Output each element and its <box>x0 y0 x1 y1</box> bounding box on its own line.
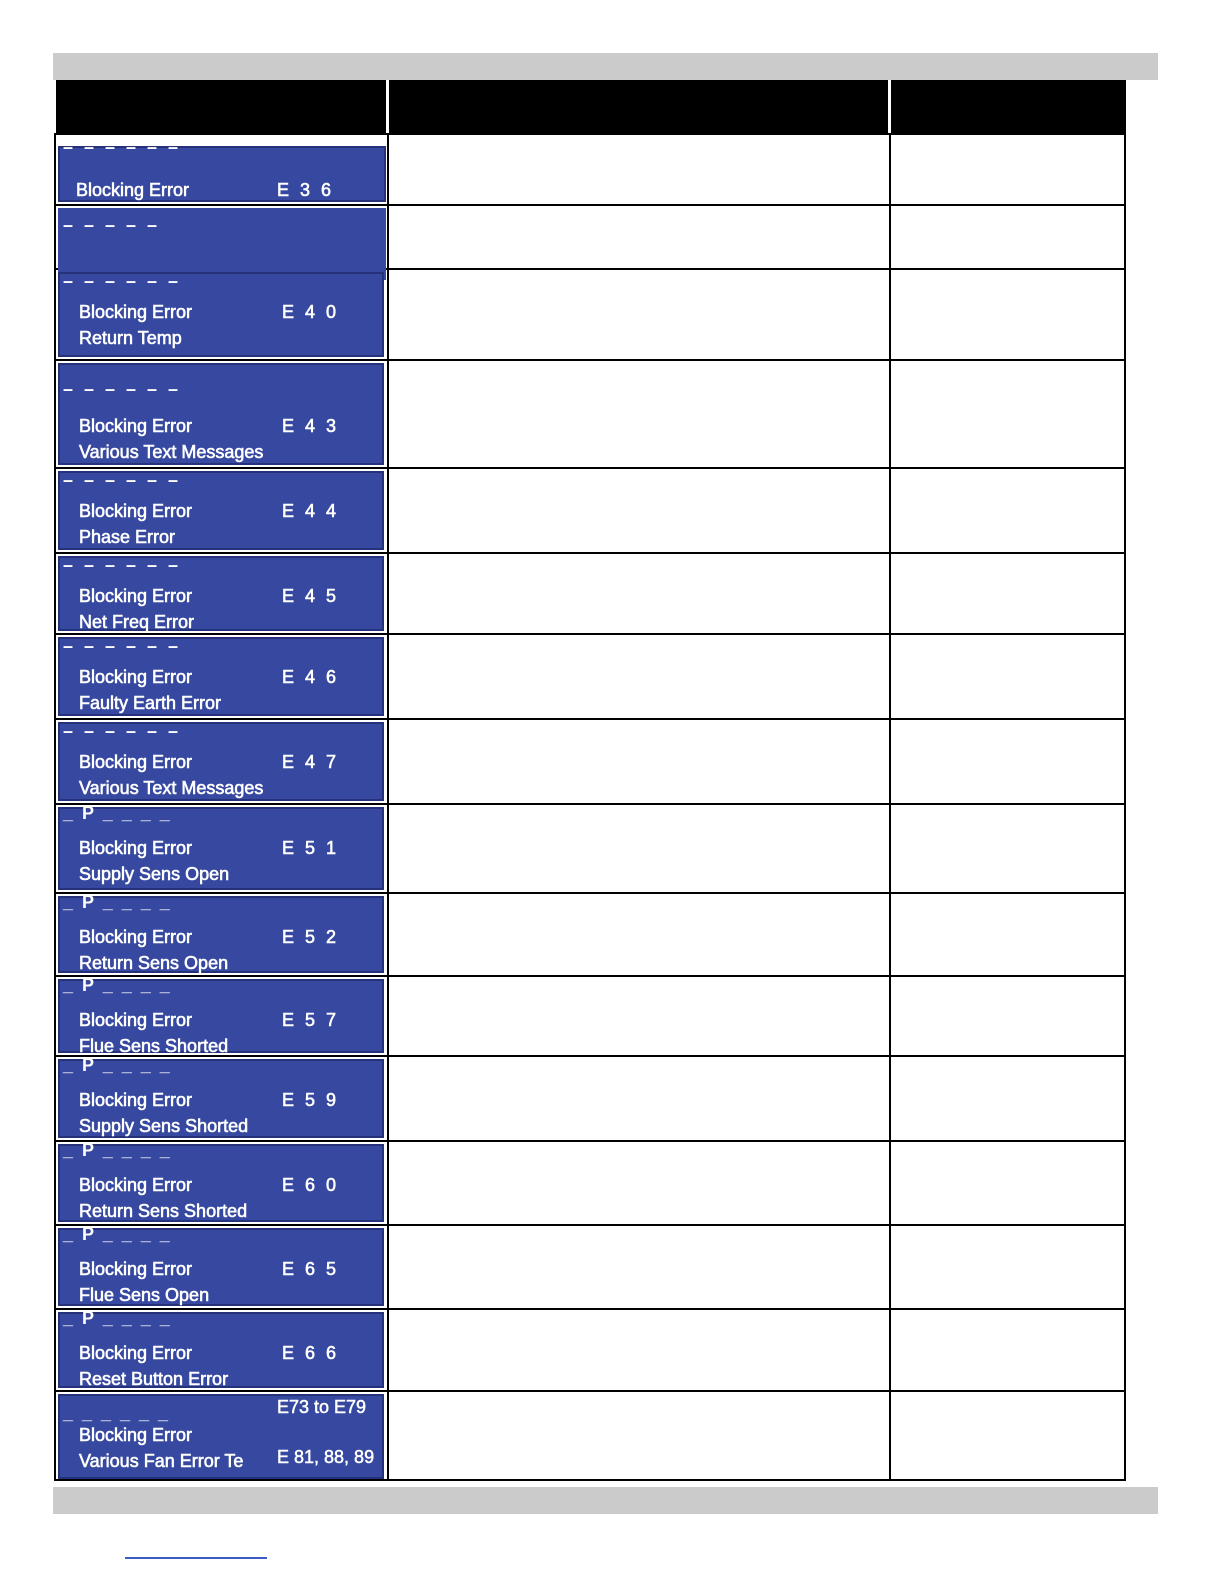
lcd-screen <box>58 1059 384 1138</box>
lcd-screen <box>58 146 386 202</box>
header-col-description <box>389 80 891 133</box>
lcd-screen <box>58 637 384 716</box>
display-error-message: Flue Sens Open <box>79 1285 210 1305</box>
display-error-message: Supply Sens Shorted <box>79 1116 249 1136</box>
display-error-type: Blocking Error <box>79 1090 193 1110</box>
remedy-cell <box>891 1310 1124 1390</box>
display-error-code: E 5 1 <box>282 838 340 858</box>
display-cell <box>56 554 389 633</box>
display-error-type: Blocking Error <box>79 1010 193 1030</box>
display-cell <box>56 1392 389 1481</box>
display-status-line: _ P _ _ _ _ <box>63 807 172 823</box>
description-cell <box>389 894 891 975</box>
display-error-message: Return Temp <box>79 328 182 348</box>
display-status-line: – – – – – – <box>63 722 182 741</box>
display-status-line: _ _ _ _ _ _ <box>63 1403 171 1423</box>
display-cell <box>56 469 389 552</box>
table-row <box>56 554 1124 635</box>
description-cell <box>389 1392 891 1481</box>
description-cell <box>389 1057 891 1140</box>
description-cell <box>389 270 891 359</box>
display-error-message: Net Freq Error <box>79 612 195 631</box>
display-status-line: _ P _ _ _ _ <box>63 979 172 995</box>
table-row <box>56 1310 1124 1392</box>
remedy-cell <box>891 805 1124 892</box>
remedy-cell <box>891 554 1124 633</box>
display-error-type: Blocking Error <box>79 416 193 436</box>
display-error-message: Faulty Earth Error <box>79 693 222 713</box>
display-error-code-secondary: E 81, 88, 89 <box>277 1447 375 1467</box>
table-row <box>56 1142 1124 1226</box>
description-cell <box>389 469 891 552</box>
table-row <box>56 206 1124 270</box>
display-error-message: Return Sens Open <box>79 953 229 973</box>
remedy-cell <box>891 977 1124 1055</box>
description-cell <box>389 1226 891 1308</box>
lcd-screen <box>58 807 384 890</box>
display-error-message: Reset Button Error <box>79 1369 229 1388</box>
table-row <box>56 1057 1124 1142</box>
display-status-line: – – – – – – <box>63 556 182 575</box>
description-cell <box>389 361 891 467</box>
lcd-screen <box>58 1228 384 1306</box>
remedy-cell <box>891 135 1124 204</box>
lcd-screen <box>58 896 384 973</box>
display-cell <box>56 1310 389 1390</box>
remedy-cell <box>891 1226 1124 1308</box>
display-status-line: _ P _ _ _ _ <box>63 1144 172 1160</box>
display-status-line: – – – – – – <box>63 146 182 157</box>
display-error-type: Blocking Error <box>76 180 190 200</box>
display-error-type: Blocking Error <box>79 1259 193 1279</box>
lcd-screen <box>58 363 384 465</box>
header-band <box>53 53 1158 80</box>
display-cell <box>56 894 389 975</box>
display-error-type: Blocking Error <box>79 1343 193 1363</box>
display-cell <box>56 206 389 268</box>
display-error-code: E 6 5 <box>282 1259 340 1279</box>
table-header <box>56 80 1126 133</box>
display-error-code: E 4 6 <box>282 667 340 687</box>
display-error-code: E 6 0 <box>282 1175 340 1195</box>
error-code-table <box>54 133 1126 1481</box>
display-error-code: E 5 2 <box>282 927 340 947</box>
display-error-code: E 5 7 <box>282 1010 340 1030</box>
display-status-line: – – – – – – <box>63 379 182 399</box>
display-error-message: Flue Sens Shorted <box>79 1036 229 1053</box>
lcd-screen <box>58 1394 384 1479</box>
display-error-message: Various Text Messages <box>79 778 264 798</box>
footer-link-underline[interactable] <box>125 1557 267 1559</box>
display-error-type: Blocking Error <box>79 927 193 947</box>
footer-band <box>53 1487 1158 1514</box>
table-row <box>56 361 1124 469</box>
lcd-screen <box>58 556 384 631</box>
display-error-type: Blocking Error <box>79 302 193 322</box>
display-error-message: Various Fan Error Te <box>79 1451 244 1471</box>
display-cell <box>56 1226 389 1308</box>
display-cell <box>56 270 389 359</box>
display-cell <box>56 635 389 718</box>
description-cell <box>389 805 891 892</box>
display-error-type: Blocking Error <box>79 586 193 606</box>
display-error-type: Blocking Error <box>79 1425 193 1445</box>
table-row <box>56 135 1124 206</box>
remedy-cell <box>891 1142 1124 1224</box>
display-error-message: Supply Sens Open <box>79 864 230 884</box>
header-col-display <box>56 80 389 133</box>
display-error-code: E 5 9 <box>282 1090 340 1110</box>
description-cell <box>389 206 891 268</box>
display-cell <box>56 1142 389 1224</box>
display-error-code: E 4 7 <box>282 752 340 772</box>
table-row <box>56 1226 1124 1310</box>
display-error-code: E 6 6 <box>282 1343 340 1363</box>
display-error-type: Blocking Error <box>79 501 193 521</box>
display-error-message: Return Sens Shorted <box>79 1201 248 1221</box>
display-status-line: – – – – – – <box>63 272 182 291</box>
display-cell <box>56 1057 389 1140</box>
description-cell <box>389 635 891 718</box>
display-error-code: E73 to E79 <box>277 1397 367 1417</box>
display-cell <box>56 720 389 803</box>
display-error-code: E 4 4 <box>282 501 340 521</box>
display-status-line: _ P _ _ _ _ <box>63 1059 172 1075</box>
display-status-line: _ P _ _ _ _ <box>63 1312 172 1328</box>
display-status-line: – – – – – – <box>63 471 182 490</box>
display-status-line: _ P _ _ _ _ <box>63 896 172 912</box>
description-cell <box>389 135 891 204</box>
table-row <box>56 720 1124 805</box>
display-error-code: E 3 6 <box>277 180 335 200</box>
header-col-remedy <box>891 80 1126 133</box>
display-error-type: Blocking Error <box>79 838 193 858</box>
lcd-screen <box>58 979 384 1053</box>
description-cell <box>389 1142 891 1224</box>
display-cell <box>56 135 389 204</box>
remedy-cell <box>891 1392 1124 1481</box>
display-cell <box>56 805 389 892</box>
table-row <box>56 1392 1124 1481</box>
remedy-cell <box>891 894 1124 975</box>
lcd-screen <box>58 1312 384 1388</box>
remedy-cell <box>891 206 1124 268</box>
remedy-cell <box>891 720 1124 803</box>
table-row <box>56 977 1124 1057</box>
remedy-cell <box>891 469 1124 552</box>
table-row <box>56 805 1124 894</box>
lcd-screen <box>58 471 384 550</box>
lcd-screen <box>58 272 384 357</box>
remedy-cell <box>891 270 1124 359</box>
display-error-type: Blocking Error <box>79 667 193 687</box>
display-error-message: Phase Error <box>79 527 176 547</box>
description-cell <box>389 720 891 803</box>
display-error-code: E 4 3 <box>282 416 340 436</box>
display-error-type: Blocking Error <box>79 752 193 772</box>
lcd-screen <box>58 1144 384 1222</box>
display-status-line: – – – – – – <box>63 637 182 656</box>
table-row <box>56 894 1124 977</box>
description-cell <box>389 977 891 1055</box>
display-status-line: _ P _ _ _ _ <box>63 1228 172 1244</box>
display-error-code: E 4 5 <box>282 586 340 606</box>
table-row <box>56 469 1124 554</box>
display-error-code: E 4 0 <box>282 302 340 322</box>
lcd-screen <box>58 722 384 801</box>
description-cell <box>389 554 891 633</box>
remedy-cell <box>891 1057 1124 1140</box>
remedy-cell <box>891 361 1124 467</box>
table-row <box>56 635 1124 720</box>
remedy-cell <box>891 635 1124 718</box>
display-error-message: Various Text Messages <box>79 442 264 462</box>
description-cell <box>389 1310 891 1390</box>
display-cell <box>56 361 389 467</box>
display-cell <box>56 977 389 1055</box>
display-error-type: Blocking Error <box>79 1175 193 1195</box>
display-status-line: – – – – – <box>63 215 161 235</box>
table-row <box>56 270 1124 361</box>
